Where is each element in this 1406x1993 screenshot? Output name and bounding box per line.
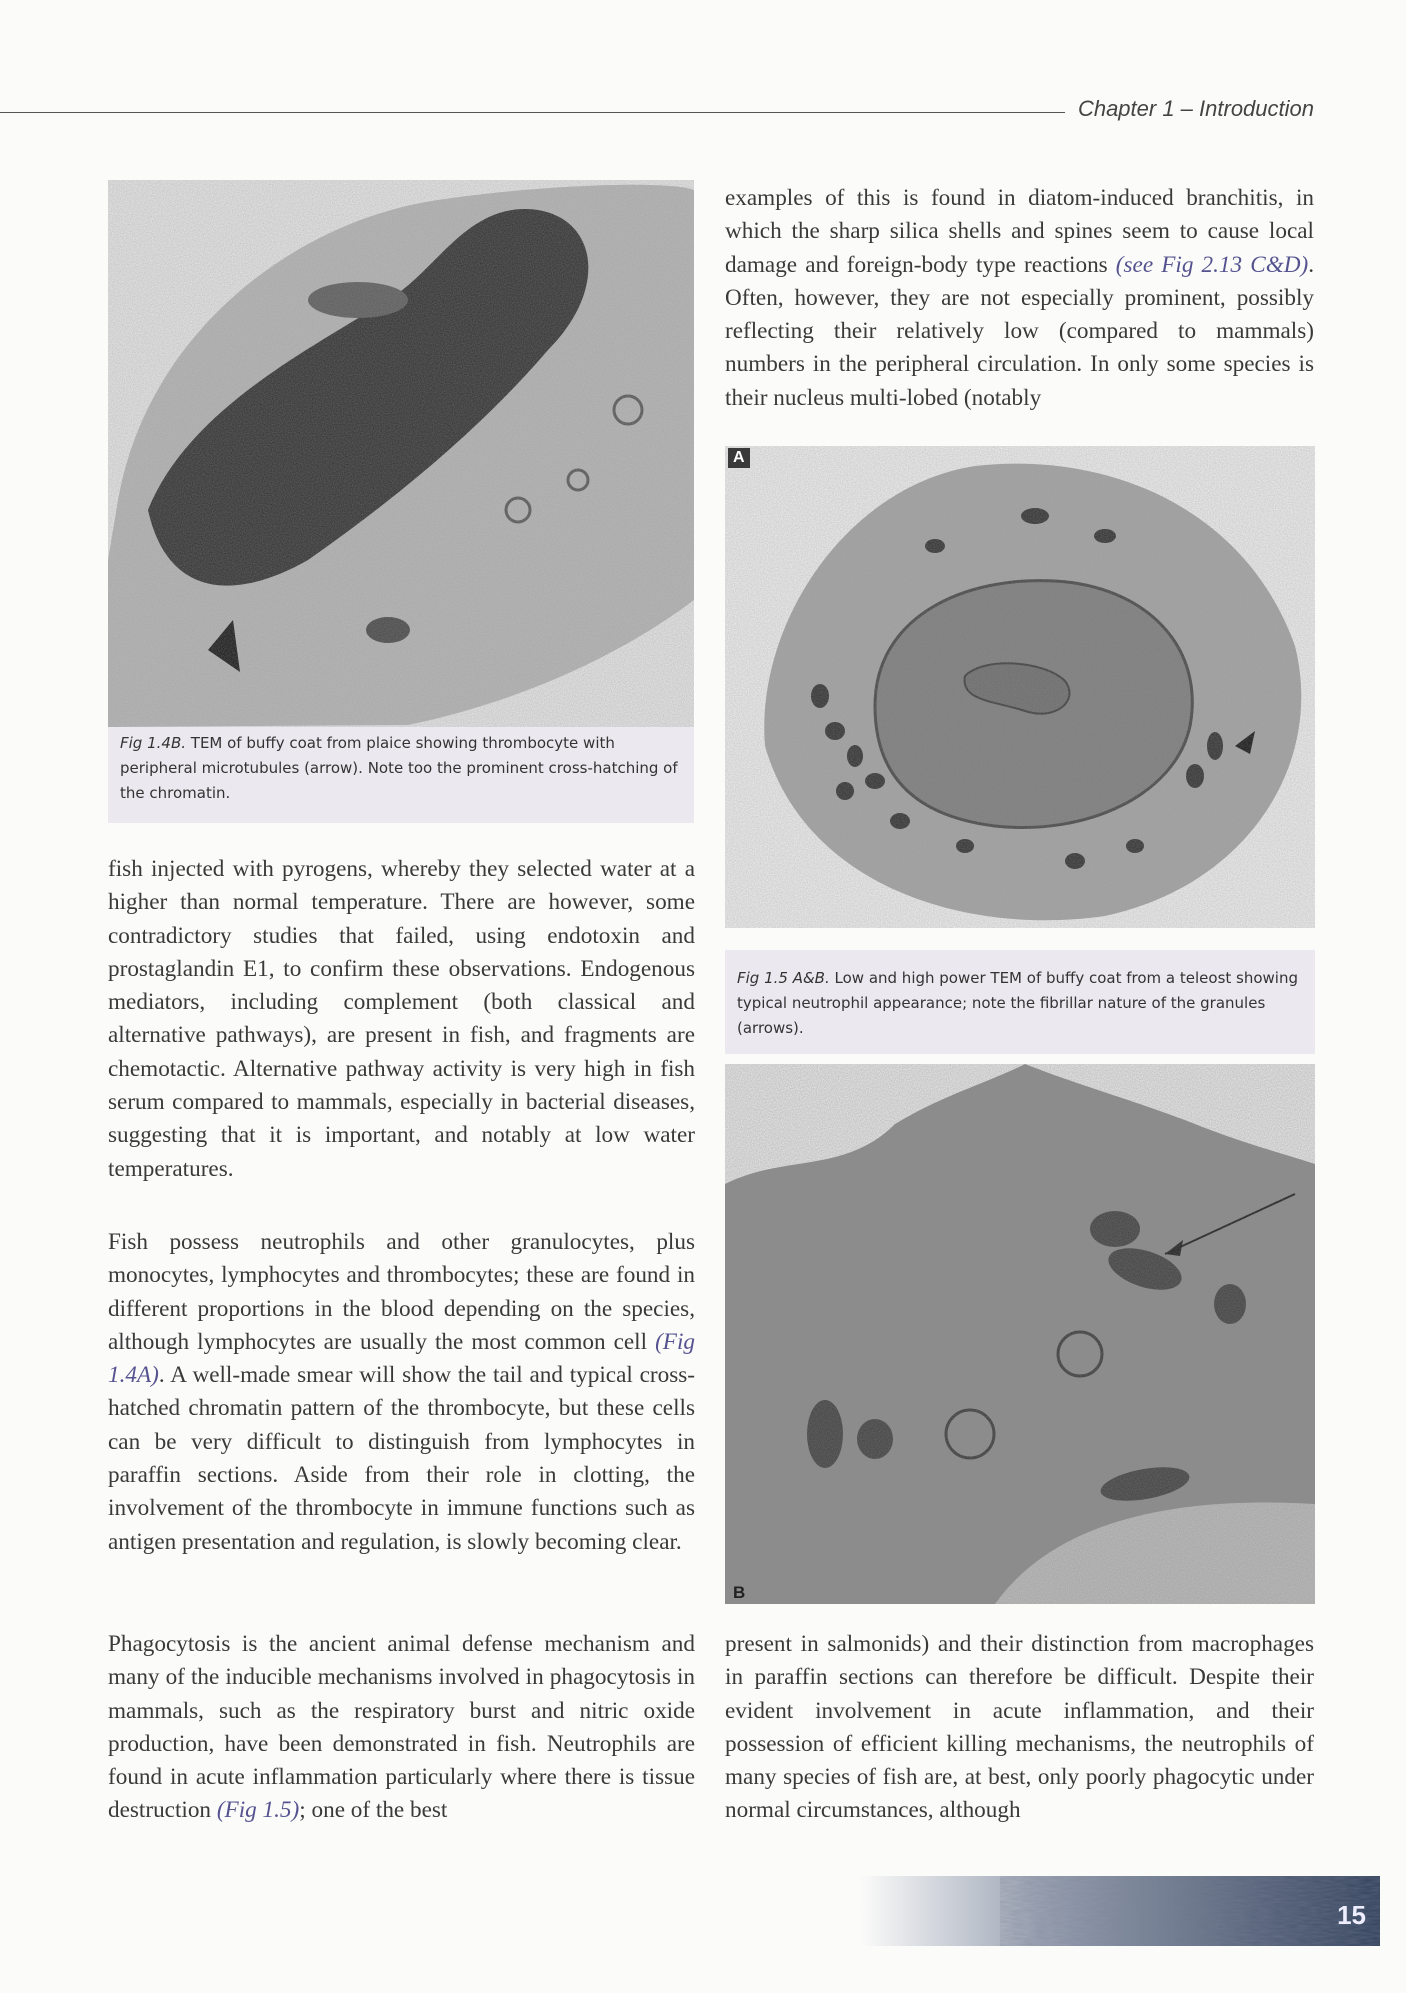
footer-decorative-band: [860, 1876, 1380, 1946]
caption-ref: Fig 1.5 A&B.: [737, 969, 830, 987]
left-column-paragraph-1: fish injected with pyrogens, whereby they selected water at a higher than normal temperature. There are however, some contradictory studies that failed, using endotoxin and prostaglandin E1, to confirm these observations. Endogenous mediators, including complement (both classical and alternative pathways), are present in fish, and fragments are chemotactic. Alternative pathway activity is very high in fish serum compared to mammals, especially in bacterial diseases, suggesting that it is important, and notably at low water temperatures.: [108, 856, 695, 1182]
left-column-paragraph-3: Phagocytosis is the ancient animal defense mechanism and many of the inducible mechanisms involved in phagocytosis in mammals, such as the respiratory burst and nitric oxide production, have been demonstrated in fish. Neutrophils are found in acute inflammation particularly where there is tissue destruction (Fig 1.5); one of the best: [108, 1631, 695, 1824]
left-column-paragraph-2: Fish possess neutrophils and other granulocytes, plus monocytes, lymphocytes and thrombocytes; these are found in different proportions in the blood depending on the species, although lymphocytes are usually the most common cell (Fig 1.4A). A well-made smear will show the tail and typical cross-hatched chromatin pattern of the thrombocyte, but these cells can be very difficult to distinguish from lymphocytes in paraffin sections. Aside from their role in clotting, the involvement of the thrombocyte in immune functions such as antigen presentation and regulation, is slowly becoming clear.: [108, 1229, 695, 1555]
micrograph-fig-1-5a: [725, 446, 1315, 928]
header-rule: [0, 112, 1065, 113]
micrograph-fig-1-4b: [108, 180, 694, 727]
figure-reference[interactable]: (see Fig 2.13 C&D): [1115, 251, 1309, 278]
page-number: 15: [1337, 1900, 1366, 1930]
right-column-top-paragraph: examples of this is found in diatom-induced branchitis, in which the sharp silica shells and spines seem to cause local damage and foreign-body type reactions (see Fig 2.13 C&D). Often, however, they are not especially prominent, possibly reflecting their relatively low (compared to mammals) numbers in the peripheral circulation. In only some species is their nucleus multi-lobed (notably: [725, 185, 1314, 411]
right-column-bottom-paragraph: present in salmonids) and their distinction from macrophages in paraffin sections can therefore be difficult. Despite their evident involvement in acute inflammation, and their possession of efficient killing mechanisms, the neutrophils of many species of fish are, at best, only poorly phagocytic under normal circumstances, although: [725, 1631, 1314, 1824]
panel-label-a: A: [728, 448, 750, 468]
panel-label-b: B: [733, 1583, 746, 1602]
micrograph-fig-1-5b: [725, 1064, 1315, 1604]
figure-caption-1-4b: [108, 727, 694, 823]
running-header: Chapter 1 – Introduction: [1077, 96, 1314, 121]
figure-reference[interactable]: (Fig 1.4A): [108, 1328, 695, 1389]
caption-ref: Fig 1.4B.: [120, 734, 186, 752]
figure-reference[interactable]: (Fig 1.5): [216, 1797, 300, 1824]
caption-text: Low and high power TEM of buffy coat from a teleost showing typical neutrophil appearance; note the fibrillar nature of the granules (arrows).: [737, 969, 1299, 1037]
figure-caption-1-5: [725, 950, 1315, 1054]
caption-text: TEM of buffy coat from plaice showing thrombocyte with peripheral microtubules (arrow). Note too the prominent cross-hatching of the chromatin.: [120, 734, 678, 802]
